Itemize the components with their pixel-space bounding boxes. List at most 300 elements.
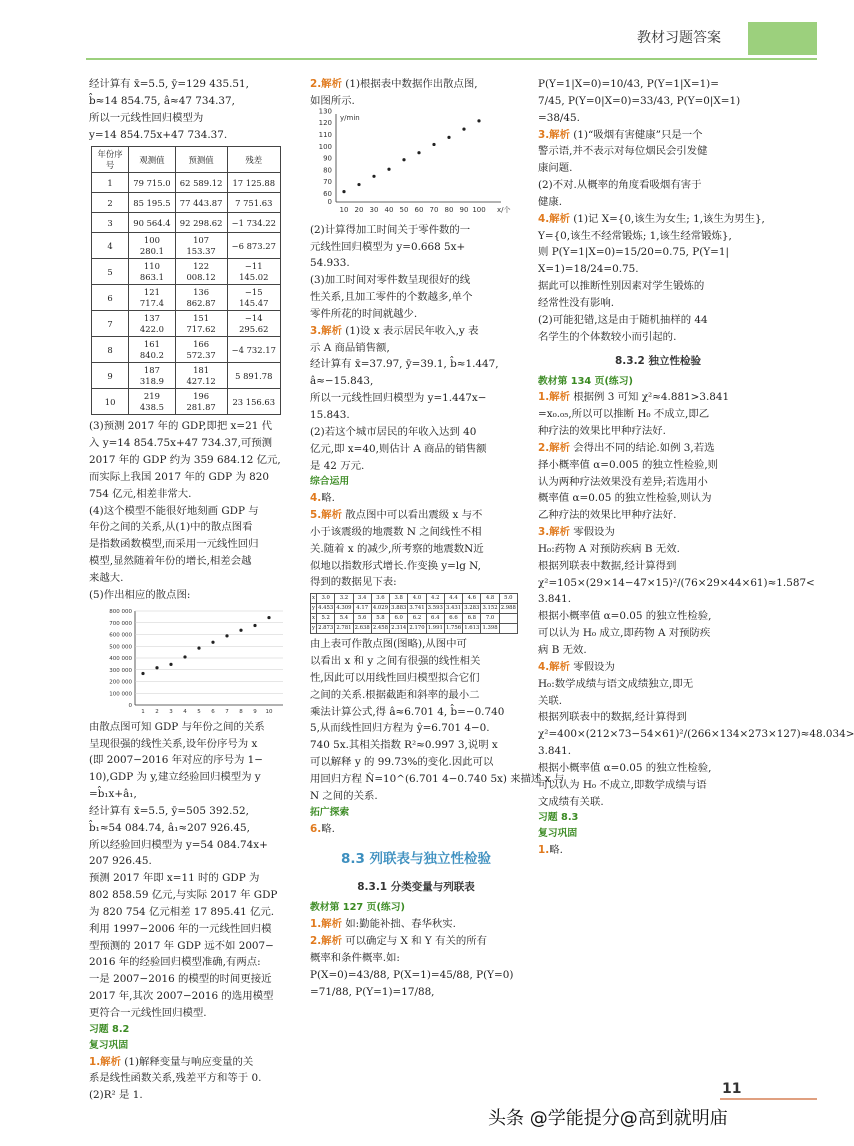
table-cell: 2.988 (499, 604, 517, 614)
table-cell: 4.0 (408, 594, 426, 604)
table-cell: 85 195.5 (129, 193, 176, 213)
table-row (92, 233, 281, 259)
y-axis-label: y/min (340, 113, 360, 122)
text-line: 754 亿元,相差非常大. (89, 487, 192, 500)
data-point (372, 174, 375, 177)
table-cell: 6.4 (426, 614, 444, 624)
x-tick-label: 20 (354, 205, 364, 214)
table-cell: 79 715.0 (129, 173, 176, 193)
answer-label: 3.解析 (538, 128, 570, 141)
x-tick-label: 90 (459, 205, 469, 214)
text-line: 型预测的 2017 年 GDP 远不如 2007− (89, 939, 274, 952)
text-line: (4)这个模型不能很好地刻画 GDP 与 (89, 504, 259, 517)
y-tick-label: 500 000 (109, 643, 132, 650)
text-line: 关联. (538, 694, 563, 707)
table-cell: y (311, 604, 317, 614)
answer-text: (2)R² 是 1. (89, 1089, 143, 1102)
answer-text: (1)设 x 表示居民年收入,y 表 (345, 324, 479, 337)
answer-text: 略. (549, 844, 563, 857)
text-line: 经常性没有影响. (538, 296, 615, 309)
table-cell: 5.2 (317, 614, 335, 624)
table-cell: 100 280.1 (129, 233, 176, 259)
answer-text: (1)根据表中数据作出散点图, (345, 78, 478, 90)
text-line: 据此可以推断性别因素对学生锻炼的 (538, 280, 705, 293)
answer-label: 6. (310, 822, 322, 835)
answer-text: (1)记 X={0,该生为女生; 1,该生为男生}, (573, 212, 765, 225)
text-line: 似地以指数形式增长.作变换 y=lg N, (310, 559, 481, 572)
table-cell: 4.029 (371, 604, 389, 614)
table-cell: 10 (92, 389, 129, 415)
table-header-row (92, 147, 281, 173)
table-cell: x (311, 614, 317, 624)
table-cell: 6.0 (390, 614, 408, 624)
table-cell: 122 008.12 (175, 259, 227, 285)
answer-label: 3.解析 (538, 526, 570, 539)
data-point (357, 183, 360, 186)
data-point (387, 167, 390, 170)
table-cell: 观测值 (129, 147, 176, 173)
data-point (169, 662, 172, 665)
text-block (310, 950, 522, 1001)
text-line: 由上表可作散点图(图略),从图中可 (310, 638, 467, 651)
x-tick-label: 5 (197, 708, 201, 715)
table-cell: 181 427.12 (175, 363, 227, 389)
data-point (183, 655, 186, 658)
text-line: 乙种疗法的效果比甲种疗法好. (538, 509, 677, 522)
table-cell: 3.2 (335, 594, 353, 604)
answer-text: 零假设为 (573, 526, 615, 539)
magnitude-table (310, 593, 518, 634)
subsection-heading-8-3-2: 8.3.2 独立性检验 (614, 354, 702, 367)
table-cell: 9 (92, 363, 129, 389)
text-line: 认为两种疗法效果没有差异;若选用小 (538, 475, 708, 488)
table-cell: −11 145.02 (227, 259, 280, 285)
answer-label: 1.解析 (310, 918, 342, 931)
table-cell: 121 717.4 (129, 285, 176, 311)
text-line: 入 y=14 854.75x+47 734.37,可预测 (89, 437, 273, 450)
text-block (538, 76, 778, 127)
text-line: 所以一元线性回归模型为 (89, 111, 204, 124)
table-cell: 预测值 (175, 147, 227, 173)
answer-text: 略. (321, 492, 335, 505)
textbook-ref: 教材第 127 页(练习) (310, 902, 406, 914)
text-block (310, 222, 522, 323)
answer-text: 如:勤能补拙、春华秋实. (345, 918, 456, 931)
table-cell: 6.6 (444, 614, 462, 624)
table-cell: 残差 (227, 147, 280, 173)
data-point (225, 634, 228, 637)
y-tick-label: 700 000 (109, 620, 132, 627)
x-tick-label: 10 (339, 205, 349, 214)
text-line: 年份之间的关系,从(1)中的散点图看 (89, 521, 253, 534)
text-line: 是 42 万元. (310, 459, 365, 472)
table-row (311, 604, 518, 614)
table-cell: 4.2 (426, 594, 444, 604)
answer-label: 1.解析 (538, 391, 570, 404)
text-line: 根据列联表中数据,经计算得到 (538, 559, 677, 572)
table-row (311, 594, 518, 604)
text-line: 康问题. (538, 162, 573, 175)
text-line: (2)不对.从概率的角度看吸烟有害于 (538, 179, 702, 192)
text-block (538, 541, 815, 659)
answer-text: 系是线性函数关系,残差平方和等于 0. (89, 1072, 262, 1085)
x-tick-label: 3 (169, 708, 173, 715)
y-tick-label: 800 000 (109, 608, 132, 615)
text-line: 207 926.45. (89, 855, 152, 868)
text-line: b̂≈14 854.75, â≈47 734.37, (89, 94, 235, 107)
table-cell: 2.781 (335, 624, 353, 634)
table-cell: 5.6 (353, 614, 371, 624)
text-line: N 之间的关系. (310, 789, 378, 802)
x-tick-label: 60 (414, 205, 424, 214)
text-line: X=1)=18/24=0.75. (538, 263, 639, 276)
answer-text: (1)“吸烟有害健康”只是一个 (573, 128, 703, 141)
text-line: =b̂₁x+â₁, (89, 788, 137, 801)
table-cell: 3.741 (408, 604, 426, 614)
data-point (211, 640, 214, 643)
y-tick-label: 200 000 (109, 679, 132, 686)
text-line: H₀:数学成绩与语文成绩独立,即无 (538, 677, 694, 690)
table-cell: 92 298.62 (175, 213, 227, 233)
table-cell: 2.638 (353, 624, 371, 634)
table-cell: 5.8 (371, 614, 389, 624)
x-tick-label: 6 (211, 708, 215, 715)
answer-text: 略. (321, 822, 335, 835)
text-line: b̂₁≈54 084.74, â₁≈207 926.45, (89, 821, 250, 834)
text-line: 小于该震级的地震数 N 之间线性不相 (310, 525, 482, 538)
text-block (89, 418, 289, 603)
table-cell: 2 (92, 193, 129, 213)
table-cell: 3.152 (481, 604, 499, 614)
data-point (253, 624, 256, 627)
text-line: (2)可能犯错,这是由于随机抽样的 44 (538, 313, 708, 326)
text-line: 10),GDP 为 y,建立经验回归模型为 y (89, 771, 261, 784)
text-line: 以看出 x 和 y 之间有很强的线性相关 (310, 655, 481, 668)
table-cell (499, 624, 517, 634)
text-line: 亿元,即 x=40,则估计 A 商品的销售额 (310, 442, 487, 455)
header-accent-bar (748, 22, 817, 55)
text-line: 5,从而线性回归方程为 ŷ=6.701 4−0. (310, 722, 490, 735)
x-tick-label: 50 (399, 205, 409, 214)
table-cell: 23 156.63 (227, 389, 280, 415)
answer-text: 如图所示. (310, 94, 355, 107)
table-cell: 1.613 (463, 624, 481, 634)
text-line: 概率值 α=0.05 的独立性检验,则认为 (538, 492, 712, 505)
table-cell: 7 (92, 311, 129, 337)
table-cell: 187 318.9 (129, 363, 176, 389)
table-cell: 137 422.0 (129, 311, 176, 337)
text-line: 病 B 无效. (538, 644, 587, 657)
text-line: 预测 2017 年即 x=11 时的 GDP 为 (89, 872, 260, 885)
column-1 (89, 76, 289, 1104)
answer-text: 根据例 3 可知 χ²≈4.881>3.841 (573, 391, 730, 404)
text-line: P(X=0)=43/88, P(X=1)=45/88, P(Y=0) (310, 968, 514, 981)
text-line: 性关系,且加工零件的个数越多,单个 (310, 291, 473, 304)
text-line: 由散点图可知 GDP 与年份之间的关系 (89, 720, 265, 733)
table-cell: 5.4 (335, 614, 353, 624)
exercise-title: 习题 8.3 (538, 812, 579, 824)
table-cell: 4.17 (353, 604, 371, 614)
section-title: 综合运用 (310, 476, 350, 488)
x-tick-label: 70 (429, 205, 439, 214)
text-line: 呈现很强的线性关系,设年份序号为 x (89, 737, 258, 750)
table-row (92, 389, 281, 415)
table-cell: 90 564.4 (129, 213, 176, 233)
textbook-ref: 教材第 134 页(练习) (538, 375, 634, 387)
table-cell: 2.170 (408, 624, 426, 634)
y-tick-label: 100 000 (109, 690, 132, 697)
text-line: 经计算有 x̄=5.5, ȳ=505 392.52, (89, 804, 249, 817)
text-line: 54.933. (310, 257, 350, 270)
text-block (538, 676, 854, 811)
table-cell: 2.873 (317, 624, 335, 634)
table-cell: 年份序号 (92, 147, 129, 173)
text-line: (3)加工时间对零件数呈现很好的线 (310, 274, 471, 287)
y-tick-label: 70 (323, 177, 332, 186)
table-cell: y (311, 624, 317, 634)
table-cell: 3.883 (390, 604, 408, 614)
page-number-rule (720, 1098, 817, 1100)
table-cell: 4.309 (335, 604, 353, 614)
text-line: 根据小概率值 α=0.05 的独立性检验, (538, 610, 712, 623)
table-cell (499, 614, 517, 624)
table-cell: 3 (92, 213, 129, 233)
table-cell: −14 295.62 (227, 311, 280, 337)
data-point (477, 119, 480, 122)
data-point (342, 190, 345, 193)
table-cell: 6.2 (408, 614, 426, 624)
text-block (538, 228, 778, 346)
text-line: 3.841. (538, 593, 572, 606)
text-line: 一是 2007−2016 的模型的时间更接近 (89, 973, 272, 986)
table-cell: 3.283 (463, 604, 481, 614)
data-point (447, 135, 450, 138)
text-block (310, 340, 522, 475)
text-block (89, 719, 289, 1022)
header-title: 教材习题答案 (637, 30, 721, 46)
table-cell: 136 862.87 (175, 285, 227, 311)
y-tick-label: 0 (327, 197, 332, 206)
text-block (538, 143, 778, 210)
text-line: 2017 年,其次 2007−2016 的选用模型 (89, 990, 274, 1003)
watermark: 头条 @学能提分@高到就明庙 (488, 1108, 728, 1129)
text-line: 择小概率值 α=0.005 的独立性检验,则 (538, 458, 719, 471)
table-cell: 4.6 (463, 594, 481, 604)
header-rule (86, 58, 817, 60)
text-line: 所以经验回归模型为 y=54 084.74x+ (89, 838, 268, 851)
table-cell: −4 732.17 (227, 337, 280, 363)
column-3 (538, 76, 854, 859)
text-line: =x₀.₀₅,所以可以推断 H₀ 不成立,即乙 (538, 408, 710, 421)
text-line: (即 2007−2016 年对应的序号为 1− (89, 754, 263, 767)
text-line: 是指数函数模型,而采用一元线性回归 (89, 538, 259, 551)
table-cell: 219 438.5 (129, 389, 176, 415)
answer-label: 1. (538, 844, 550, 857)
text-line: (2)计算得加工时间关于零件数的一 (310, 223, 471, 236)
text-line: (3)预测 2017 年的 GDP,即把 x=21 代 (89, 420, 273, 433)
y-tick-label: 600 000 (109, 632, 132, 639)
time-scatter-plot (310, 107, 511, 220)
gdp-scatter-plot (91, 605, 287, 717)
table-cell: −15 145.47 (227, 285, 280, 311)
review-title: 复习巩固 (538, 828, 578, 840)
text-line: 802 858.59 亿元,与实际 2017 年 GDP (89, 889, 278, 902)
table-cell: 1.756 (444, 624, 462, 634)
table-cell: 5.0 (499, 594, 517, 604)
table-cell: 6 (92, 285, 129, 311)
text-line: 利用 1997−2006 年的一元线性回归模 (89, 922, 272, 935)
text-line: 乘法计算公式,得 â≈6.701 4, b̂=−0.740 (310, 705, 505, 718)
x-tick-label: 40 (384, 205, 394, 214)
text-line: 可以解释 y 的 99.73%的变化.因此可以 (310, 756, 494, 769)
table-cell: 17 125.88 (227, 173, 280, 193)
table-row (92, 337, 281, 363)
x-tick-label: 100 (472, 205, 486, 214)
data-point (267, 616, 270, 619)
text-line: â≈−15.843, (310, 375, 374, 388)
table-cell: 1.398 (481, 624, 499, 634)
text-line: χ²=400×(212×73−54×61)²/(266×134×273×127)≈48.034> (538, 728, 854, 741)
table-cell: 4.453 (317, 604, 335, 614)
table-row (311, 624, 518, 634)
table-cell: 4 (92, 233, 129, 259)
text-line: 所以一元线性回归模型为 y=1.447x− (310, 392, 487, 405)
table-cell: 110 863.1 (129, 259, 176, 285)
text-line: 零件所花的时间就越少. (310, 307, 418, 320)
y-tick-label: 300 000 (109, 667, 132, 674)
table-cell: 3.593 (426, 604, 444, 614)
y-tick-label: 120 (318, 118, 332, 127)
table-cell: −6 873.27 (227, 233, 280, 259)
y-tick-label: 60 (323, 189, 332, 198)
data-point (462, 127, 465, 130)
answer-label: 5.解析 (310, 509, 342, 522)
x-tick-label: 8 (239, 708, 243, 715)
x-tick-label: 10 (265, 708, 273, 715)
table-cell: 2.458 (371, 624, 389, 634)
exercise-title: 习题 8.2 (89, 1023, 130, 1035)
answer-label: 2.解析 (538, 441, 570, 454)
data-point (141, 672, 144, 675)
text-line: 用回归方程 N̂=10^(6.701 4−0.740 5x) 来描述 x 与 (310, 773, 565, 786)
table-row (92, 213, 281, 233)
text-line: 健康. (538, 195, 563, 208)
y-tick-label: 400 000 (109, 655, 132, 662)
x-tick-label: 7 (225, 708, 229, 715)
table-cell: 8 (92, 337, 129, 363)
text-line: 可以认为 H₀ 不成立,即数学成绩与语 (538, 778, 707, 791)
table-cell: 161 840.2 (129, 337, 176, 363)
text-line: 概率和条件概率.如: (310, 951, 400, 964)
answer-text: 散点图中可以看出震级 x 与不 (345, 509, 483, 522)
text-line: (2)若这个城市居民的年收入达到 40 (310, 425, 477, 438)
answer-label: 4.解析 (538, 212, 570, 225)
y-tick-label: 130 (318, 107, 332, 116)
text-line: =38/45. (538, 111, 580, 124)
y-tick-label: 100 (318, 142, 332, 151)
table-cell: 4.8 (481, 594, 499, 604)
data-point (239, 628, 242, 631)
text-block (538, 406, 778, 440)
table-row (92, 193, 281, 213)
page-number: 11 (722, 1081, 742, 1097)
text-line: 来越大. (89, 571, 124, 584)
y-tick-label: 0 (128, 702, 132, 709)
text-line: 名学生的个体数较小而引起的. (538, 330, 677, 343)
data-point (417, 151, 420, 154)
table-cell: 107 153.37 (175, 233, 227, 259)
section-title: 拓广探索 (310, 806, 350, 818)
text-line: χ²=105×(29×14−47×15)²/(76×29×44×61)≈1.587< (538, 576, 815, 589)
table-cell: 3.431 (444, 604, 462, 614)
table-cell: 7 751.63 (227, 193, 280, 213)
table-cell: −1 734.22 (227, 213, 280, 233)
text-block (310, 524, 522, 591)
text-line: P(Y=1|X=0)=10/43, P(Y=1|X=1)= (538, 78, 719, 90)
text-line: 为 820 754 亿元相差 17 895.41 亿元. (89, 905, 275, 918)
text-line: 元线性回归模型为 y=0.668 5x+ (310, 240, 466, 253)
table-row (92, 259, 281, 285)
answer-label: 1.解析 (89, 1055, 121, 1068)
table-cell: 4.4 (444, 594, 462, 604)
text-block (538, 457, 778, 524)
y-tick-label: 110 (318, 130, 332, 139)
text-line: 之间的关系.根据截距和斜率的最小二 (310, 688, 480, 701)
table-cell: 77 443.87 (175, 193, 227, 213)
table-cell: 3.6 (371, 594, 389, 604)
data-point (155, 666, 158, 669)
text-line: 740 5x.其相关指数 R²≈0.997 3,说明 x (310, 739, 498, 752)
text-line: 可以认为 H₀ 成立,即药物 A 对预防疾 (538, 627, 711, 640)
table-row (311, 614, 518, 624)
data-point (197, 646, 200, 649)
text-line: 3.841. (538, 745, 572, 758)
subsection-heading-8-3-1: 8.3.1 分类变量与列联表 (357, 881, 475, 894)
text-line: 更符合一元线性回归模型. (89, 1007, 207, 1019)
table-cell: 1 (92, 173, 129, 193)
table-cell: 7.0 (481, 614, 499, 624)
text-line: 模型,显然随着年份的增长,相差会越 (89, 555, 252, 568)
text-line: H₀:药物 A 对预防疾病 B 无效. (538, 542, 680, 555)
text-line: 性,因此可以用线性回归模型拟合它们 (310, 671, 480, 684)
x-tick-label: 9 (253, 708, 257, 715)
table-cell: 2.314 (390, 624, 408, 634)
text-line: =71/88, P(Y=1)=17/88, (310, 985, 435, 998)
table-row (92, 173, 281, 193)
answer-label: 4.解析 (538, 660, 570, 673)
table-cell: 3.4 (353, 594, 371, 604)
answer-text: 可以确定与 X 和 Y 有关的所有 (345, 934, 488, 947)
text-line: 经计算有 x̄=5.5, ȳ=129 435.51, (89, 78, 249, 90)
text-line: y=14 854.75x+47 734.37. (89, 128, 228, 141)
table-cell: 5 (92, 259, 129, 285)
x-axis-label: x/个 (497, 205, 511, 214)
residual-table (91, 146, 281, 415)
table-cell: 166 572.37 (175, 337, 227, 363)
table-cell: 3.0 (317, 594, 335, 604)
x-tick-label: 30 (369, 205, 379, 214)
table-cell: 5 891.78 (227, 363, 280, 389)
text-line: 15.843. (310, 408, 350, 421)
x-tick-label: 4 (183, 708, 187, 715)
answer-text: 会得出不同的结论.如例 3,若选 (573, 441, 715, 454)
answer-label: 2.解析 (310, 78, 342, 90)
data-point (402, 158, 405, 161)
x-tick-label: 2 (155, 708, 159, 715)
text-line: 7/45, P(Y=0|X=0)=33/43, P(Y=0|X=1) (538, 94, 741, 107)
x-tick-label: 1 (141, 708, 145, 715)
answer-label: 2.解析 (310, 934, 342, 947)
